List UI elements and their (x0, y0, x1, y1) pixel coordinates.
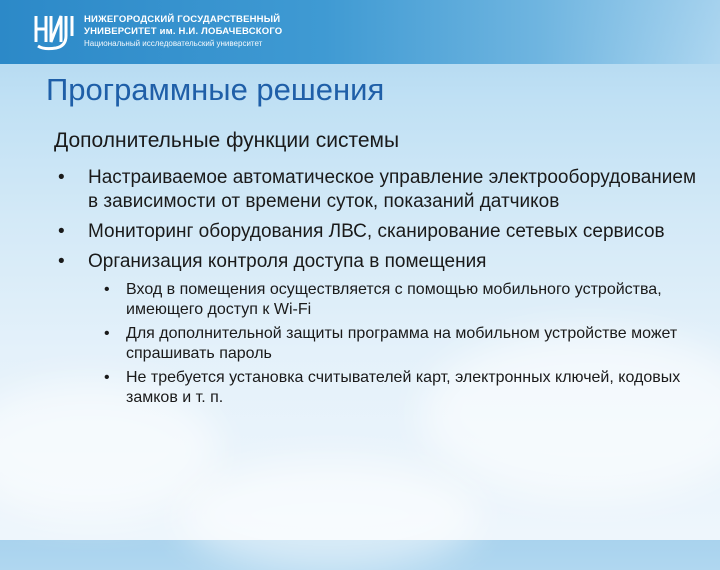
sub-list-item (98, 280, 704, 320)
bullet-icon: • (58, 251, 65, 272)
background-cloud (180, 460, 480, 570)
bullet-icon: • (58, 221, 65, 242)
list-item (54, 166, 704, 214)
slide-content (54, 128, 704, 412)
sub-list-item-text: Не требуется установка считывателей карт, электронных ключей, кодовых замков и т. п. (126, 369, 681, 406)
bullet-icon: • (104, 325, 110, 342)
sub-list-item (98, 324, 704, 364)
university-line-1: НИЖЕГОРОДСКИЙ ГОСУДАРСТВЕННЫЙ (84, 14, 281, 25)
sub-list-item-text: Для дополнительной защиты программа на мобильном устройстве может спрашивать пароль (126, 325, 678, 362)
university-name (84, 14, 282, 49)
bullet-icon: • (104, 281, 110, 298)
list-item-text: Настраиваемое автоматическое управление электрооборудованием в зависимости от времени суток, показаний датчиков (88, 167, 697, 212)
slide-title: Программные решения (46, 72, 385, 107)
university-line-3: Национальный исследовательский университет (84, 39, 263, 48)
university-line-2: УНИВЕРСИТЕТ им. Н.И. ЛОБАЧЕВСКОГО (84, 26, 283, 37)
bullet-icon: • (58, 167, 65, 188)
list-item (54, 220, 704, 244)
sub-list-item (98, 368, 704, 408)
list-item-text: Мониторинг оборудования ЛВС, сканирование сетевых сервисов (88, 221, 665, 242)
list-item (54, 250, 704, 274)
slide-subtitle: Дополнительные функции системы (54, 129, 400, 152)
bullet-icon: • (104, 369, 110, 386)
unn-logo-icon (32, 12, 76, 52)
sub-list-item-text: Вход в помещения осуществляется с помощью мобильного устройства, имеющего доступ к Wi-Fi (126, 281, 662, 318)
header-band (0, 0, 720, 64)
list-item-text: Организация контроля доступа в помещения (88, 251, 487, 272)
